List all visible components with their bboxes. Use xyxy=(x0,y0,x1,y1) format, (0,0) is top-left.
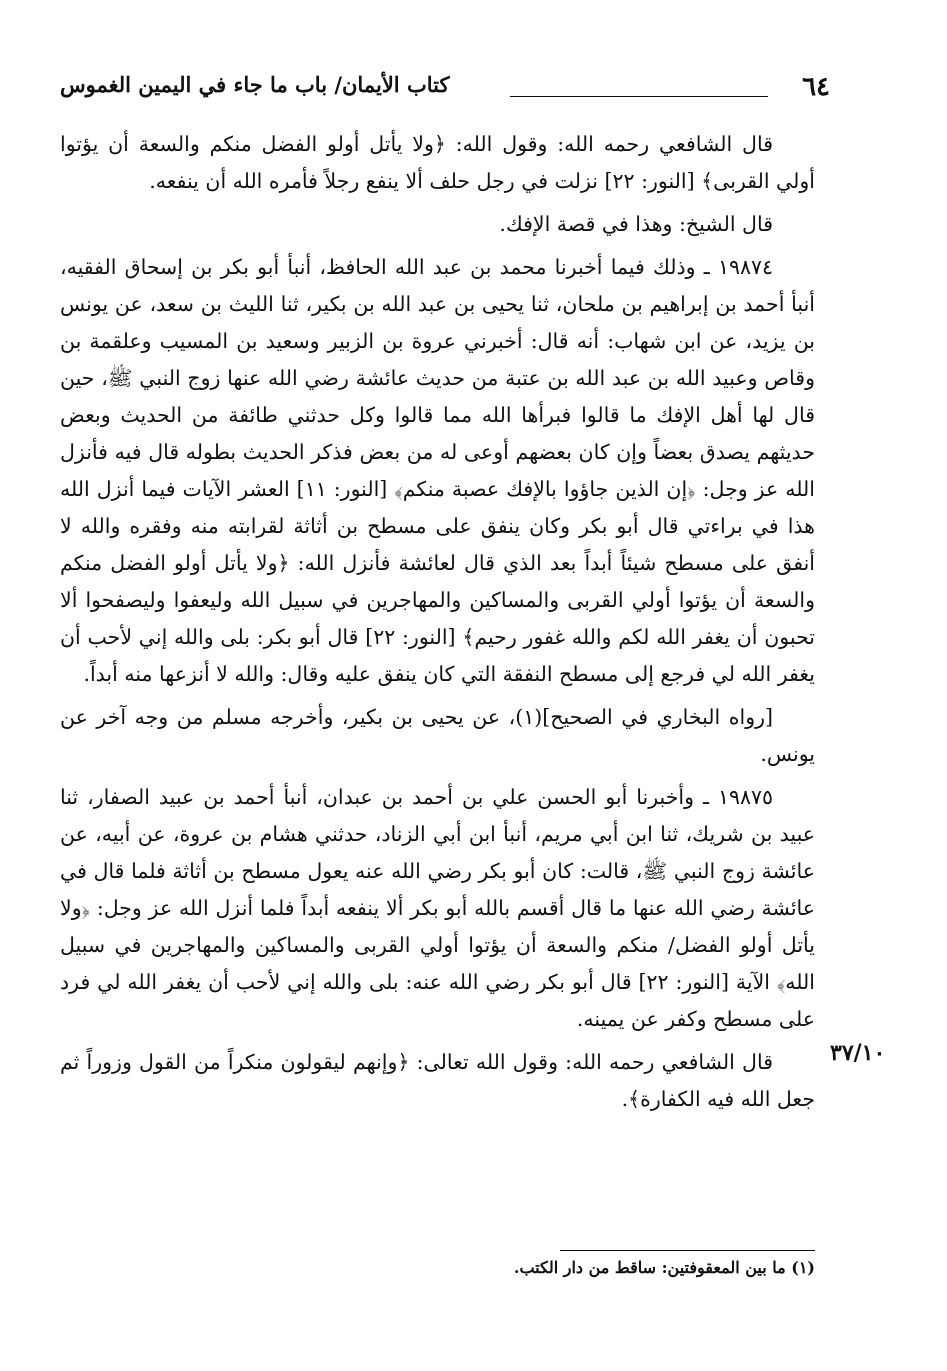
header-rule xyxy=(510,96,768,97)
margin-volume-page-marker: ٣٧/١٠ xyxy=(830,1040,886,1066)
paragraph-hadith-19875: ١٩٨٧٥ ـ وأخبرنا أبو الحسن علي بن أحمد بن عبدان، أنبأ أحمد بن عبيد الصفار، ثنا عبيد بن شريك، ثنا ابن أبي مريم، أنبأ ابن أبي الزناد، حدثني هشام بن عروة، عن أبيه، عن عائشة زوج النبي ﷺ، قالت: كان أبو بكر رضي الله عنه يعول مسطح بن أثاثة فلما قال في عائشة رضي الله عنها ما قال أقسم بالله أبو بكر ألا ينفعه أبداً فلما أنزل الله عز وجل: ﴿ولا يأتل أولو الفضل/ منكم والسعة أن يؤتوا أولي القربى والمساكين والمهاجرين في سبيل الله﴾ الآية [النور: ٢٢] قال أبو بكر رضي الله عنه: بلى والله إني لأحب أن يغفر الله لي فرد على مسطح وكفر عن يمينه. xyxy=(60,785,815,1031)
paragraph-shafii-kaffara: قال الشافعي رحمه الله: وقول الله تعالى: ﴿وإنهم ليقولون منكراً من القول وزوراً ثم جعل الله فيه الكفارة﴾. xyxy=(60,1050,815,1111)
footnote-rule xyxy=(560,1250,815,1251)
running-title: كتاب الأيمان/ باب ما جاء في اليمين الغموس xyxy=(60,72,450,97)
page-body xyxy=(60,126,815,1124)
page-number: ٦٤ xyxy=(802,72,830,102)
footnote: (١) ما بين المعقوفتين: ساقط من دار الكتب. xyxy=(513,1258,815,1277)
page-header xyxy=(60,72,830,108)
paragraph-hadith-19874: ١٩٨٧٤ ـ وذلك فيما أخبرنا محمد بن عبد الله الحافظ، أنبأ أبو بكر بن إسحاق الفقيه، أنبأ أحمد بن إبراهيم بن ملحان، ثنا يحيى بن عبد الله بن بكير، ثنا الليث بن سعد، عن يونس بن يزيد، عن ابن شهاب: أنه قال: أخبرني عروة بن الزبير وسعيد بن المسيب وعلقمة بن وقاص وعبيد الله بن عبد الله بن عتبة من حديث عائشة رضي الله عنها زوج النبي ﷺ، حين قال لها أهل الإفك ما قالوا فبرأها الله مما قالوا وكل حدثني طائفة من الحديث وبعض حديثهم يصدق بعضاً وإن كان بعضهم أوعى له من بعض فذكر الحديث بطوله قال فيه فأنزل الله عز وجل: ﴿إن الذين جاؤوا بالإفك عصبة منكم﴾ [النور: ١١] العشر الآيات فيما أنزل الله هذا في براءتي قال أبو بكر وكان ينفق على مسطح بن أثاثة لقرابته منه وفقره والله لا أنفق على مسطح شيئاً أبداً بعد الذي قال لعائشة فأنزل الله: ﴿ولا يأتل أولو الفضل منكم والسعة أن يؤتوا أولي القربى والمساكين والمهاجرين في سبيل الله وليعفوا وليصفحوا ألا تحبون أن يغفر الله لكم والله غفور رحيم﴾ [النور: ٢٢] قال أبو بكر: بلى والله إني لأحب أن يغفر الله لي فرجع إلى مسطح النفقة التي كان ينفق عليه وقال: والله لا أنزعها منه أبداً. xyxy=(60,255,816,686)
paragraph-shaykh-note: قال الشيخ: وهذا في قصة الإفك. xyxy=(499,212,773,236)
paragraph-bukhari-reference: [رواه البخاري في الصحيح](١)، عن يحيى بن بكير، وأخرجه مسلم من وجه آخر عن يونس. xyxy=(60,705,815,766)
paragraph-shafii-quote: قال الشافعي رحمه الله: وقول الله: ﴿ولا يأتل أولو الفضل منكم والسعة أن يؤتوا أولي القربى﴾ [النور: ٢٢] نزلت في رجل حلف ألا ينفع رجلاً فأمره الله أن ينفعه. xyxy=(60,132,815,193)
